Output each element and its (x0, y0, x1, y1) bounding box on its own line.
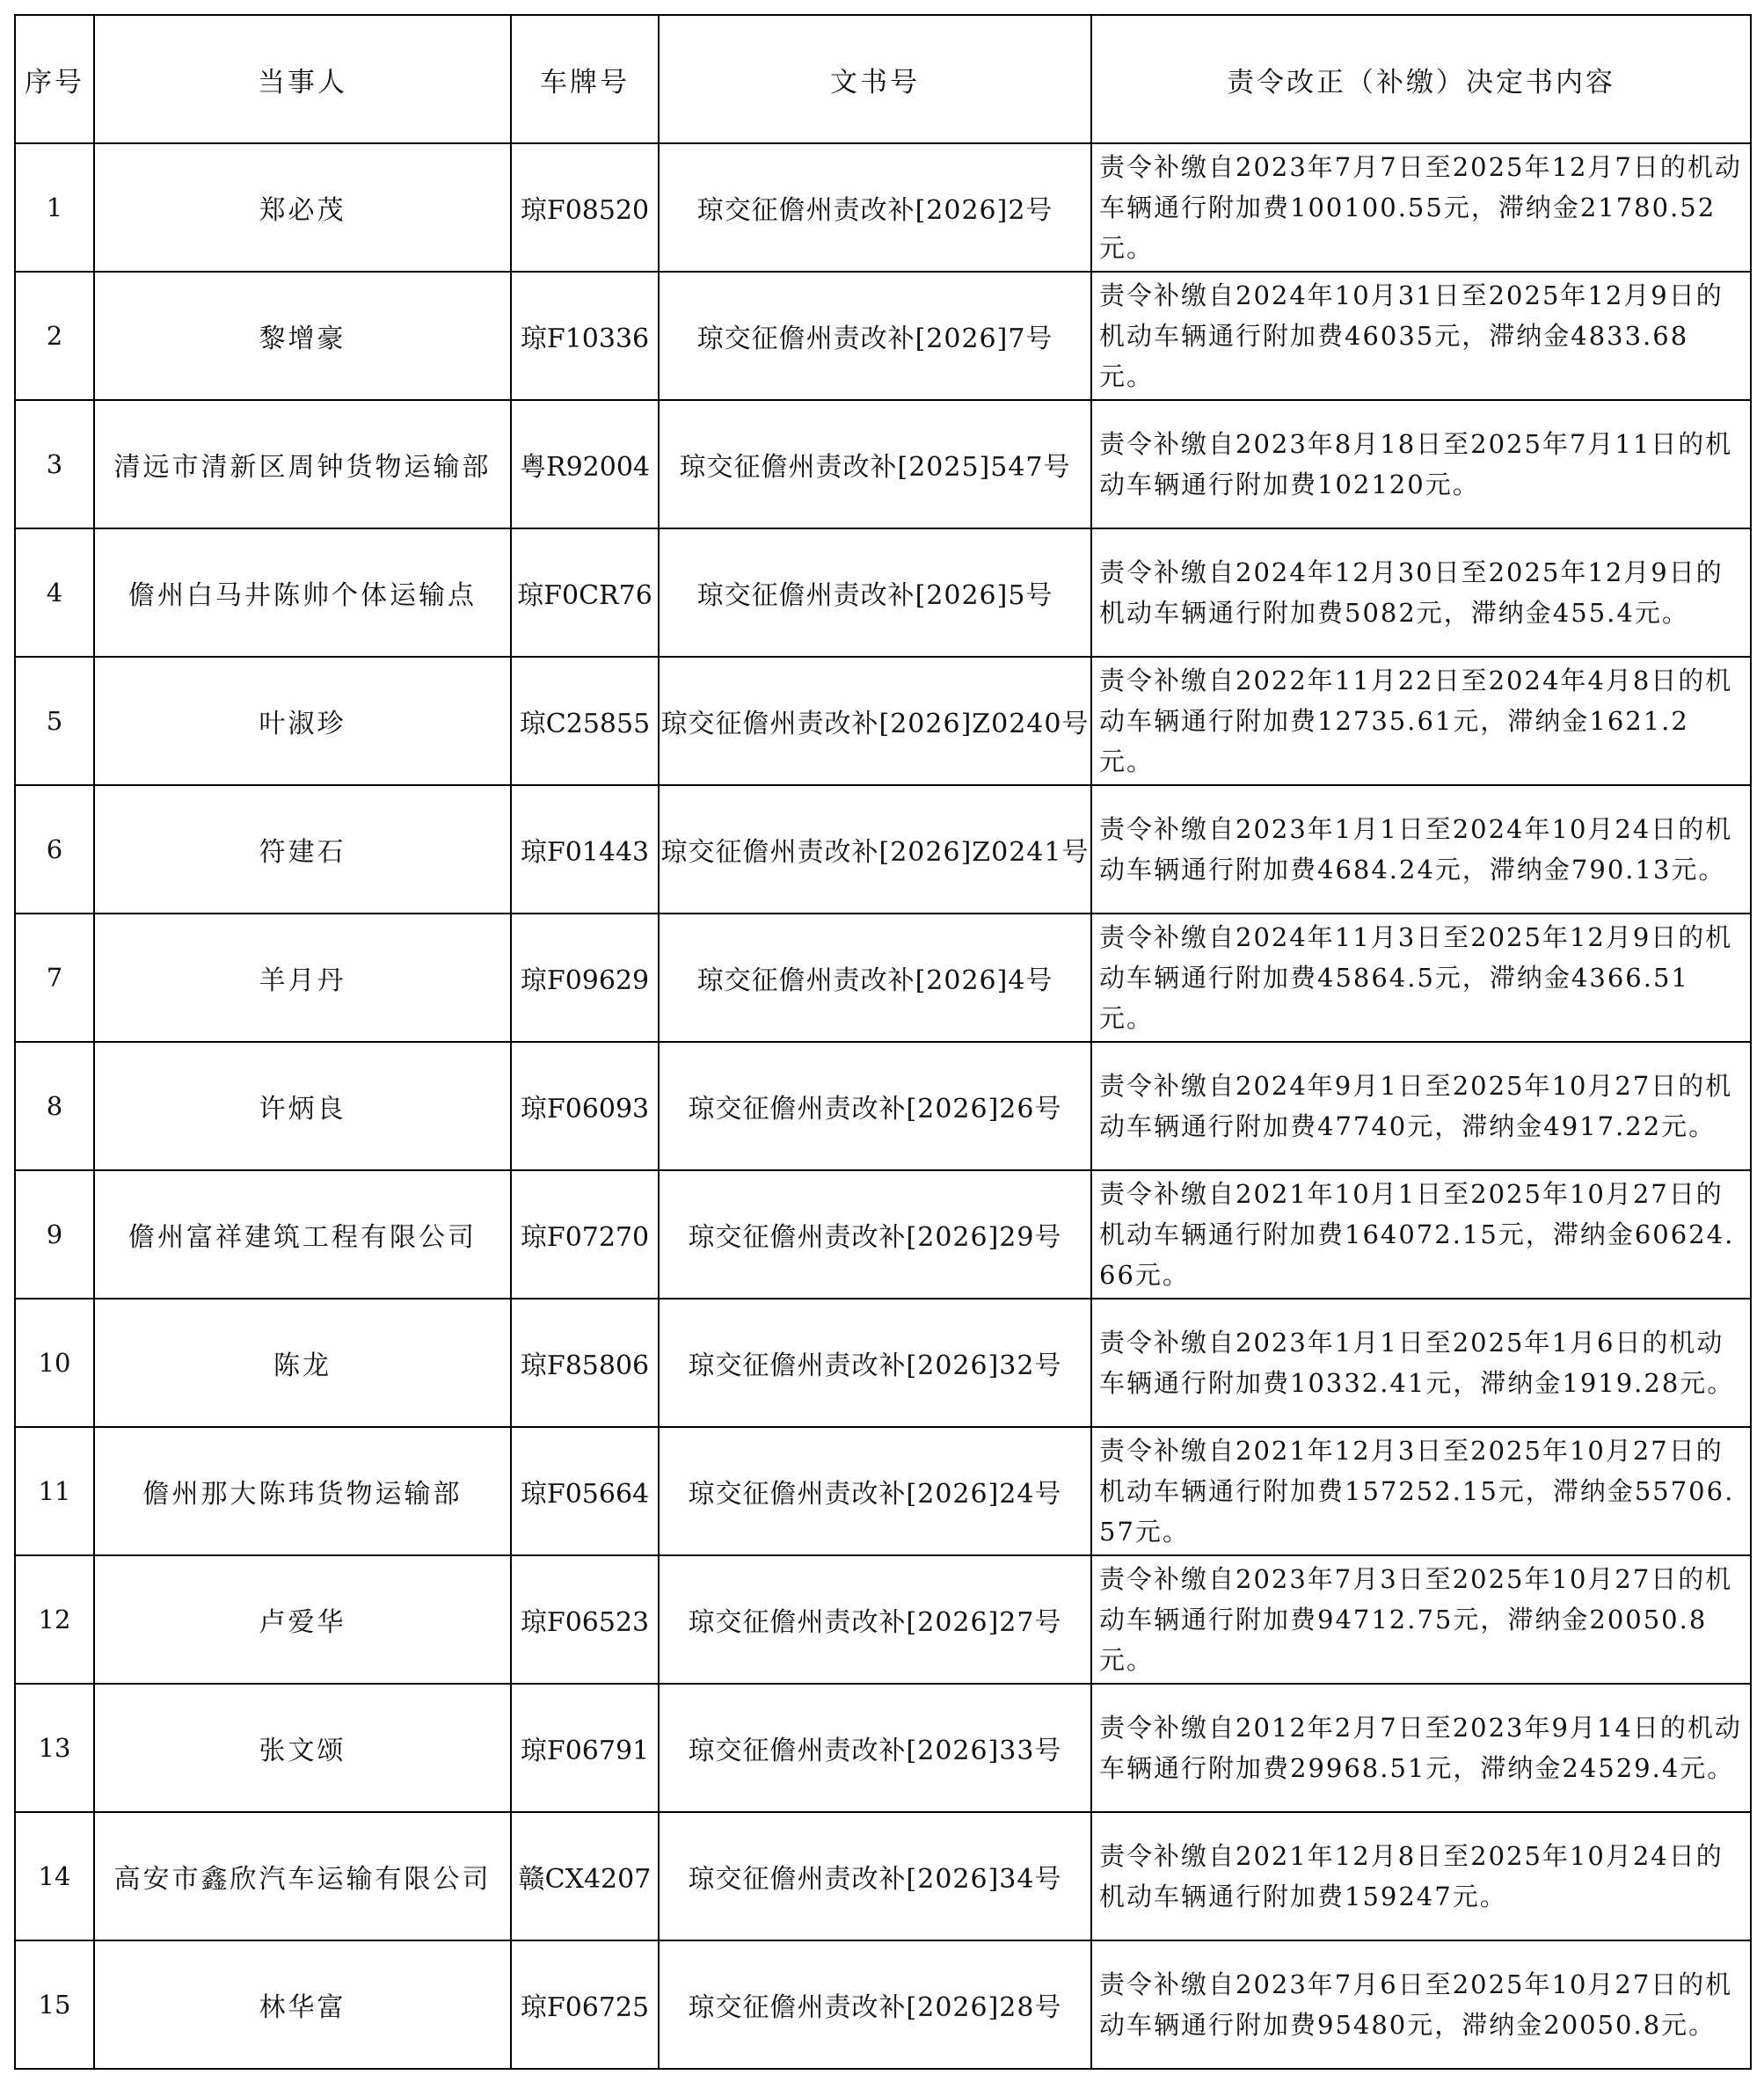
cell-plate: 琼F0CR76 (511, 528, 659, 657)
cell-doc-number: 琼交征儋州责改补[2025]547号 (659, 400, 1091, 528)
cell-doc-number: 琼交征儋州责改补[2026]Z0240号 (659, 657, 1091, 785)
cell-plate: 琼F06093 (511, 1042, 659, 1170)
cell-seq: 4 (15, 528, 94, 657)
cell-seq: 5 (15, 657, 94, 785)
cell-party: 许炳良 (94, 1042, 511, 1170)
table-row (15, 1170, 1751, 1299)
cell-seq: 7 (15, 914, 94, 1042)
header-party: 当事人 (94, 15, 511, 143)
cell-plate: 琼F06725 (511, 1940, 659, 2069)
cell-plate: 琼F07270 (511, 1170, 659, 1299)
cell-party: 叶淑珍 (94, 657, 511, 785)
cell-seq: 12 (15, 1555, 94, 1684)
header-content: 责令改正（补缴）决定书内容 (1091, 15, 1751, 143)
cell-content: 责令补缴自2012年2月7日至2023年9月14日的机动车辆通行附加费29968.51元，滞纳金24529.4元。 (1091, 1684, 1751, 1812)
cell-plate: 琼F10336 (511, 272, 659, 400)
cell-content: 责令补缴自2023年1月1日至2024年10月24日的机动车辆通行附加费4684.24元，滞纳金790.13元。 (1091, 785, 1751, 914)
cell-party: 羊月丹 (94, 914, 511, 1042)
table-row (15, 1940, 1751, 2069)
cell-seq: 3 (15, 400, 94, 528)
cell-content: 责令补缴自2024年10月31日至2025年12月9日的机动车辆通行附加费46035元，滞纳金4833.68元。 (1091, 272, 1751, 400)
table-row (15, 1812, 1751, 1940)
cell-content: 责令补缴自2022年11月22日至2024年4月8日的机动车辆通行附加费12735.61元，滞纳金1621.2元。 (1091, 657, 1751, 785)
cell-doc-number: 琼交征儋州责改补[2026]27号 (659, 1555, 1091, 1684)
cell-plate: 粤R92004 (511, 400, 659, 528)
cell-seq: 13 (15, 1684, 94, 1812)
cell-seq: 10 (15, 1299, 94, 1427)
cell-party: 儋州那大陈玮货物运输部 (94, 1427, 511, 1555)
cell-doc-number: 琼交征儋州责改补[2026]32号 (659, 1299, 1091, 1427)
cell-party: 郑必茂 (94, 143, 511, 272)
cell-doc-number: 琼交征儋州责改补[2026]2号 (659, 143, 1091, 272)
cell-plate: 琼F01443 (511, 785, 659, 914)
table-row (15, 1042, 1751, 1170)
cell-plate: 琼F05664 (511, 1427, 659, 1555)
cell-plate: 琼F08520 (511, 143, 659, 272)
table-row (15, 914, 1751, 1042)
header-seq: 序号 (15, 15, 94, 143)
cell-seq: 9 (15, 1170, 94, 1299)
cell-content: 责令补缴自2021年12月3日至2025年10月27日的机动车辆通行附加费157252.15元，滞纳金55706.57元。 (1091, 1427, 1751, 1555)
document-sheet (14, 14, 1750, 2070)
cell-content: 责令补缴自2023年8月18日至2025年7月11日的机动车辆通行附加费102120元。 (1091, 400, 1751, 528)
table-row (15, 1299, 1751, 1427)
table-row (15, 785, 1751, 914)
header-plate: 车牌号 (511, 15, 659, 143)
cell-seq: 1 (15, 143, 94, 272)
cell-plate: 琼F06791 (511, 1684, 659, 1812)
table-row (15, 657, 1751, 785)
cell-content: 责令补缴自2024年11月3日至2025年12月9日的机动车辆通行附加费45864.5元，滞纳金4366.51元。 (1091, 914, 1751, 1042)
cell-party: 陈龙 (94, 1299, 511, 1427)
cell-party: 符建石 (94, 785, 511, 914)
cell-party: 清远市清新区周钟货物运输部 (94, 400, 511, 528)
cell-doc-number: 琼交征儋州责改补[2026]7号 (659, 272, 1091, 400)
cell-content: 责令补缴自2024年9月1日至2025年10月27日的机动车辆通行附加费47740元，滞纳金4917.22元。 (1091, 1042, 1751, 1170)
cell-doc-number: 琼交征儋州责改补[2026]28号 (659, 1940, 1091, 2069)
table-row (15, 1427, 1751, 1555)
cell-doc-number: 琼交征儋州责改补[2026]24号 (659, 1427, 1091, 1555)
cell-content: 责令补缴自2023年7月3日至2025年10月27日的机动车辆通行附加费94712.75元，滞纳金20050.8元。 (1091, 1555, 1751, 1684)
cell-doc-number: 琼交征儋州责改补[2026]33号 (659, 1684, 1091, 1812)
cell-doc-number: 琼交征儋州责改补[2026]29号 (659, 1170, 1091, 1299)
cell-content: 责令补缴自2023年7月7日至2025年12月7日的机动车辆通行附加费100100.55元，滞纳金21780.52元。 (1091, 143, 1751, 272)
cell-content: 责令补缴自2023年7月6日至2025年10月27日的机动车辆通行附加费95480元，滞纳金20050.8元。 (1091, 1940, 1751, 2069)
cell-plate: 琼F09629 (511, 914, 659, 1042)
cell-plate: 琼C25855 (511, 657, 659, 785)
table-row (15, 400, 1751, 528)
order-table (14, 14, 1752, 2070)
cell-doc-number: 琼交征儋州责改补[2026]4号 (659, 914, 1091, 1042)
cell-seq: 15 (15, 1940, 94, 2069)
cell-seq: 8 (15, 1042, 94, 1170)
cell-party: 林华富 (94, 1940, 511, 2069)
cell-seq: 11 (15, 1427, 94, 1555)
cell-party: 黎增豪 (94, 272, 511, 400)
cell-content: 责令补缴自2023年1月1日至2025年1月6日的机动车辆通行附加费10332.41元，滞纳金1919.28元。 (1091, 1299, 1751, 1427)
cell-party: 儋州富祥建筑工程有限公司 (94, 1170, 511, 1299)
cell-plate: 琼F06523 (511, 1555, 659, 1684)
table-row (15, 1555, 1751, 1684)
cell-doc-number: 琼交征儋州责改补[2026]5号 (659, 528, 1091, 657)
table-row (15, 272, 1751, 400)
cell-content: 责令补缴自2021年10月1日至2025年10月27日的机动车辆通行附加费164072.15元，滞纳金60624.66元。 (1091, 1170, 1751, 1299)
cell-doc-number: 琼交征儋州责改补[2026]Z0241号 (659, 785, 1091, 914)
table-header-row (15, 15, 1751, 143)
cell-seq: 2 (15, 272, 94, 400)
table-row (15, 528, 1751, 657)
cell-seq: 6 (15, 785, 94, 914)
cell-plate: 赣CX4207 (511, 1812, 659, 1940)
cell-party: 儋州白马井陈帅个体运输点 (94, 528, 511, 657)
cell-plate: 琼F85806 (511, 1299, 659, 1427)
cell-doc-number: 琼交征儋州责改补[2026]26号 (659, 1042, 1091, 1170)
cell-content: 责令补缴自2024年12月30日至2025年12月9日的机动车辆通行附加费5082元，滞纳金455.4元。 (1091, 528, 1751, 657)
cell-party: 张文颂 (94, 1684, 511, 1812)
table-row (15, 143, 1751, 272)
cell-party: 卢爱华 (94, 1555, 511, 1684)
header-doc-number: 文书号 (659, 15, 1091, 143)
cell-content: 责令补缴自2021年12月8日至2025年10月24日的机动车辆通行附加费159247元。 (1091, 1812, 1751, 1940)
cell-party: 高安市鑫欣汽车运输有限公司 (94, 1812, 511, 1940)
table-row (15, 1684, 1751, 1812)
cell-seq: 14 (15, 1812, 94, 1940)
cell-doc-number: 琼交征儋州责改补[2026]34号 (659, 1812, 1091, 1940)
